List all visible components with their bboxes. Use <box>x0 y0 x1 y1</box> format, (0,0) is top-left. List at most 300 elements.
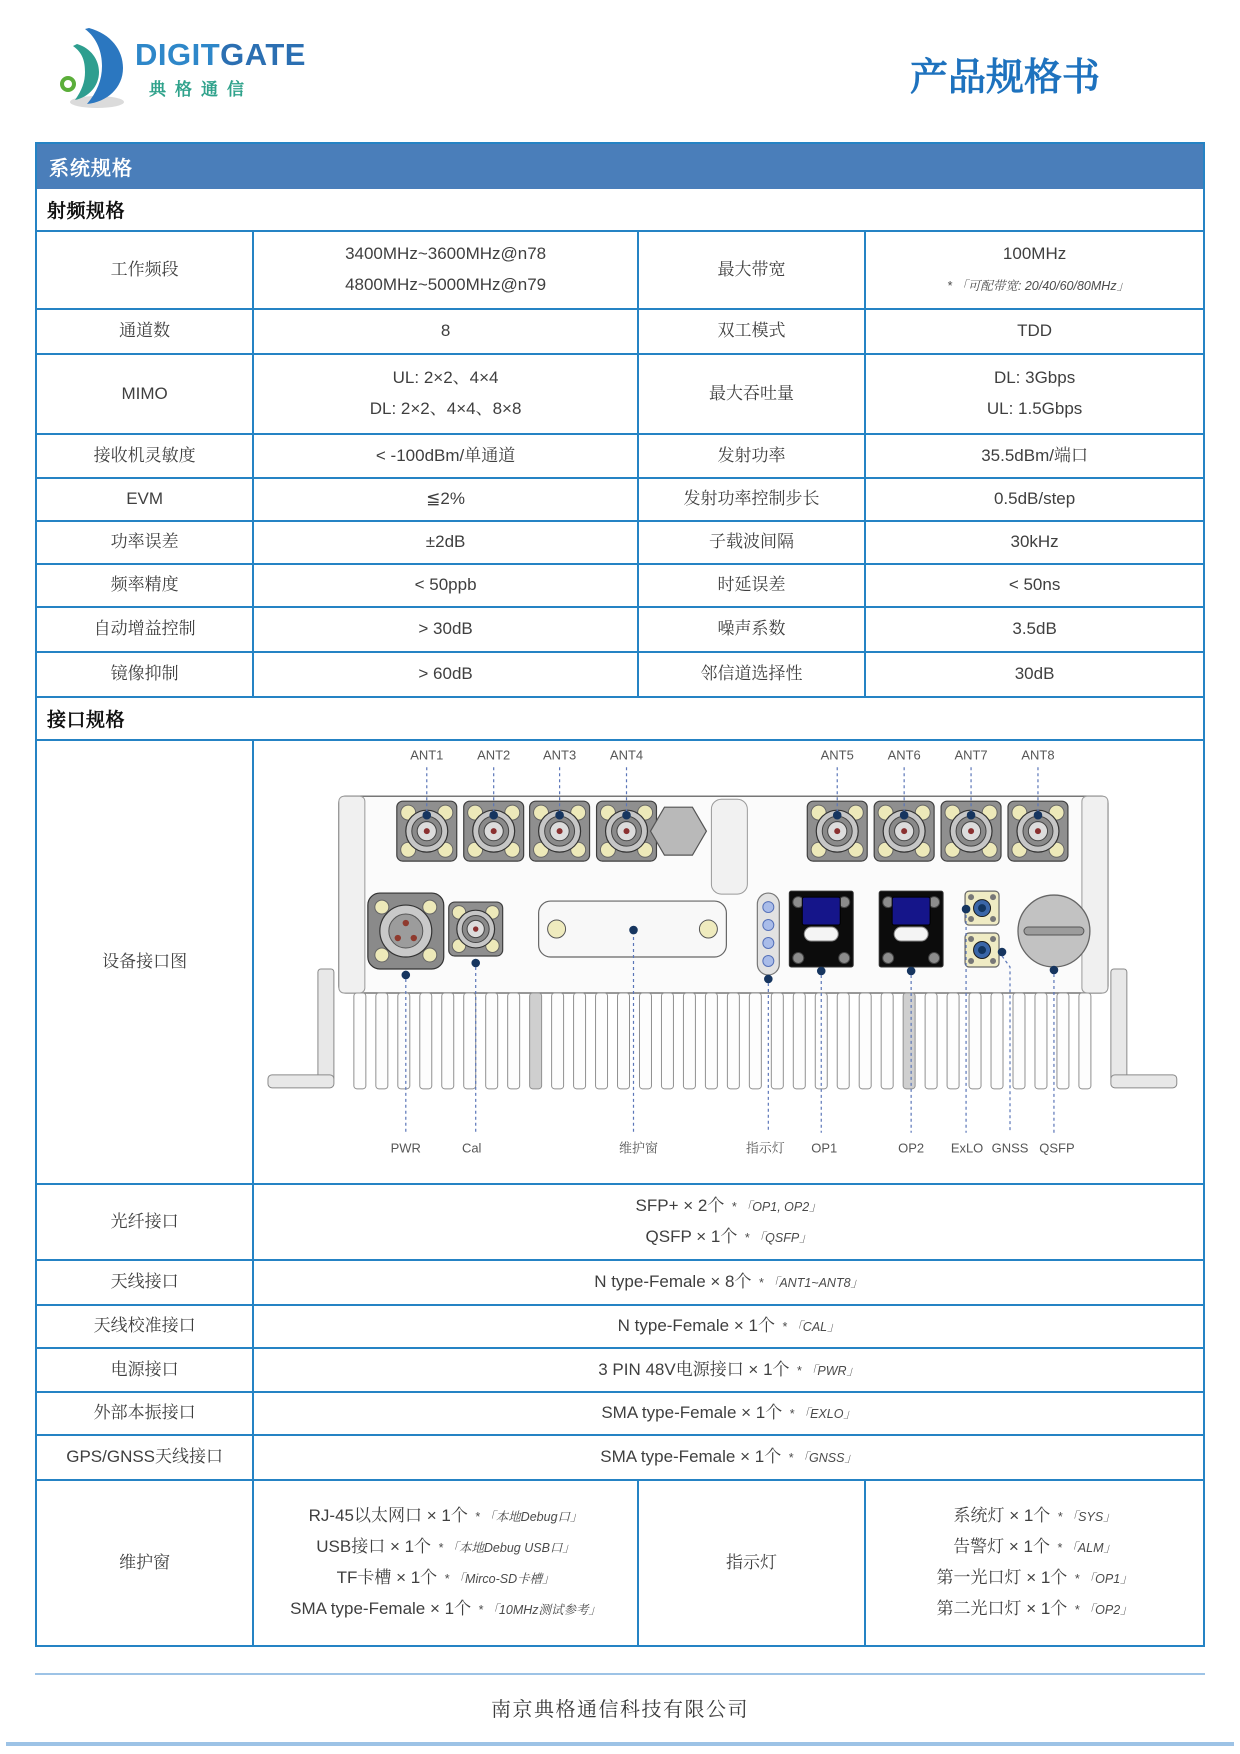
spec-line <box>994 484 1075 515</box>
spec-line <box>66 1442 223 1473</box>
spec-text: 发射功率 <box>717 445 786 465</box>
spec-label-cell <box>37 520 252 563</box>
ant-label: ANT1 <box>410 747 444 763</box>
spec-line <box>337 1563 555 1594</box>
spec-value-cell <box>252 1479 637 1645</box>
screw <box>548 920 566 938</box>
sma-gnss-pin <box>978 946 986 954</box>
device-diagram-cell <box>252 739 1203 1183</box>
table-row <box>37 433 1203 477</box>
spec-label-cell <box>37 563 252 606</box>
spec-text: MIMO <box>121 383 168 403</box>
spec-label-cell <box>637 308 864 353</box>
digitgate-logo <box>55 26 306 117</box>
spec-note: * 「OP1」 <box>1074 1572 1133 1586</box>
screw <box>968 936 974 942</box>
doc-title: 产品规格书 <box>909 57 1100 99</box>
spec-line <box>111 255 179 286</box>
port-label: 维护窗 <box>619 1140 659 1156</box>
spec-value-cell <box>252 1391 1203 1434</box>
spec-text: < 50ns <box>1008 575 1061 595</box>
spec-line <box>1012 614 1056 645</box>
mount-bracket-left <box>318 969 334 1081</box>
spec-text: 3 PIN 48V电源接口 × 1个 <box>598 1359 790 1379</box>
spec-value-cell <box>864 230 1203 308</box>
spec-text: 0.5dB/step <box>993 489 1076 509</box>
spec-label-cell <box>37 651 252 696</box>
spec-value-cell <box>252 1347 1203 1391</box>
spec-note: * 「CAL」 <box>781 1320 840 1335</box>
spec-label-cell <box>637 520 864 563</box>
spec-line <box>418 614 472 645</box>
leader-dot <box>962 905 971 914</box>
spec-line <box>1010 527 1058 558</box>
spec-text: USB接口 × 1个 <box>316 1537 432 1557</box>
leader-dot <box>764 975 773 984</box>
spec-label-cell <box>37 1183 252 1259</box>
device-interface-diagram <box>254 741 1203 1178</box>
sfp-cage-op1-module <box>803 897 841 925</box>
spec-text: QSFP × 1个 <box>645 1227 738 1246</box>
heatsink-fin <box>640 993 652 1089</box>
spec-line <box>981 441 1088 472</box>
heatsink-fin <box>662 993 674 1089</box>
leader-dot <box>423 811 432 820</box>
leader-dot <box>490 811 499 820</box>
spec-text: 发射功率控制步长 <box>683 489 820 509</box>
spec-line <box>370 394 522 425</box>
ant-connector-1-pin <box>424 828 430 834</box>
spec-line <box>701 659 803 690</box>
screw <box>883 953 894 964</box>
spec-value-cell <box>864 353 1203 433</box>
spec-line <box>940 270 1129 301</box>
table-row <box>37 1391 1203 1434</box>
screw <box>968 894 974 900</box>
led-dot <box>763 920 774 931</box>
logo-name <box>135 38 306 72</box>
screw <box>990 916 996 922</box>
screw <box>968 916 974 922</box>
spec-line <box>376 441 515 472</box>
ant-connector-8-pin <box>1035 828 1041 834</box>
spec-label-cell <box>637 433 864 477</box>
spec-label-cell <box>37 230 252 308</box>
heatsink-fin <box>728 993 740 1089</box>
spec-value-cell <box>252 563 637 606</box>
interface-subsection-header: 接口规格 <box>37 696 1203 739</box>
spec-text: N type-Female × 1个 <box>617 1316 775 1336</box>
spec-note: * 「GNSS」 <box>788 1451 857 1466</box>
spec-line <box>1015 659 1055 690</box>
spec-text: < -100dBm/单通道 <box>375 445 516 465</box>
spec-line <box>718 614 786 645</box>
spec-value-cell <box>864 1479 1203 1645</box>
port-label: GNSS <box>991 1140 1029 1156</box>
spec-label-cell <box>37 1304 252 1347</box>
spec-line <box>111 1267 179 1298</box>
bottom-rule <box>6 1742 1234 1746</box>
heatsink-fin <box>574 993 586 1089</box>
spec-text: 维护窗 <box>119 1552 171 1572</box>
spec-text: 告警灯 × 1个 <box>953 1537 1050 1557</box>
spec-line <box>111 659 179 690</box>
spec-line <box>598 1355 859 1386</box>
spec-text: 镜像抑制 <box>110 664 179 684</box>
spec-note: * 「本地Debug USB口」 <box>438 1541 575 1556</box>
spec-note: * 「SYS」 <box>1057 1510 1116 1525</box>
ant-connector-2-pin <box>491 828 497 834</box>
spec-text: 3400MHz~3600MHz@n78 <box>345 244 547 264</box>
spec-text: 30dB <box>1014 664 1055 684</box>
spec-line <box>684 484 820 515</box>
heatsink-fin <box>1057 993 1069 1089</box>
spec-line <box>618 1311 840 1342</box>
spec-line <box>594 1267 863 1298</box>
spec-text: UL: 1.5Gbps <box>986 399 1083 418</box>
spec-label-cell <box>37 433 252 477</box>
spec-text: > 30dB <box>418 619 473 639</box>
port-label: OP1 <box>811 1140 838 1156</box>
spec-line <box>345 270 546 301</box>
heatsink-fin <box>837 993 849 1089</box>
screw <box>700 920 718 938</box>
spec-note: * 「Mirco-SD卡槽」 <box>444 1572 555 1586</box>
body-groove <box>712 799 748 894</box>
screw <box>990 958 996 964</box>
spec-note: * 「OP1, OP2」 <box>731 1200 822 1215</box>
heatsink-fin <box>969 993 981 1089</box>
spec-line <box>994 363 1075 394</box>
heatsink-fin <box>881 993 893 1089</box>
spec-text: DL: 3Gbps <box>993 368 1076 388</box>
spec-note: * 「ALM」 <box>1056 1541 1117 1556</box>
heatsink-fin <box>684 993 696 1089</box>
ant-label: ANT3 <box>543 747 577 763</box>
device-endcap-left <box>339 796 365 993</box>
heatsink-fin <box>903 993 915 1089</box>
spec-label-cell <box>637 563 864 606</box>
spec-label-cell <box>37 353 252 433</box>
spec-text: 子载波间隔 <box>709 532 795 552</box>
ant-connector-5-pin <box>834 828 840 834</box>
pwr-pin <box>395 935 401 941</box>
spec-text: 邻信道选择性 <box>700 664 803 684</box>
rf-rows <box>37 230 1203 696</box>
cal-connector-pin <box>473 926 478 931</box>
leader-dot <box>900 811 909 820</box>
spec-label-cell <box>637 651 864 696</box>
logo-text <box>135 26 306 100</box>
leader-dot <box>622 811 631 820</box>
heatsink-fin <box>706 993 718 1089</box>
section-header: 系统规格 <box>37 144 1203 189</box>
ant-connector-6-pin <box>901 828 907 834</box>
spec-label-cell <box>37 477 252 520</box>
spec-line <box>119 316 170 347</box>
spec-line <box>601 1398 856 1429</box>
ant-label: ANT8 <box>1021 747 1055 763</box>
spec-note: * 「EXLO」 <box>789 1407 856 1422</box>
spec-line <box>111 570 179 601</box>
table-row <box>37 353 1203 433</box>
spec-text: ±2dB <box>425 532 466 552</box>
leader-dot <box>629 926 638 935</box>
company-name: 南京典格通信科技有限公司 <box>491 1699 749 1721</box>
spec-note: * 「本地Debug口」 <box>474 1510 583 1525</box>
spec-line <box>418 659 472 690</box>
spec-line <box>94 614 196 645</box>
spec-text: RJ-45以太网口 × 1个 <box>308 1506 468 1526</box>
spec-value-cell <box>252 1259 1203 1304</box>
leader-dot <box>402 971 411 980</box>
spec-text: 外部本振接口 <box>93 1403 196 1423</box>
heatsink-fin <box>354 993 366 1089</box>
spec-line <box>121 379 167 410</box>
diagram-row-label: 设备接口图 <box>37 739 252 1183</box>
spec-note: * 「PWR」 <box>796 1363 860 1378</box>
spec-value-cell <box>252 651 637 696</box>
spec-line <box>987 394 1082 425</box>
heatsink-fin <box>420 993 432 1089</box>
spec-line <box>119 1548 170 1579</box>
sfp-cage-op1-latch <box>805 927 839 941</box>
spec-line <box>1017 316 1052 347</box>
heatsink-fin <box>442 993 454 1089</box>
led-dot <box>763 938 774 949</box>
logo-name-part2: GATE <box>220 37 306 72</box>
spec-text: 双工模式 <box>717 321 786 341</box>
spec-text: 最大吞吐量 <box>709 383 795 403</box>
table-row <box>37 1347 1203 1391</box>
table-row <box>37 308 1203 353</box>
heatsink-fin <box>750 993 762 1089</box>
spec-text: 系统灯 × 1个 <box>953 1506 1051 1526</box>
spec-line <box>94 1311 196 1342</box>
screw <box>423 900 437 914</box>
spec-note: * 「OP2」 <box>1074 1602 1133 1617</box>
heatsink-fin <box>552 993 564 1089</box>
spec-line <box>316 1532 575 1563</box>
rf-subsection-header: 射频规格 <box>47 201 126 222</box>
spec-text: 35.5dBm/端口 <box>981 445 1088 465</box>
ant-connector-3-pin <box>557 828 563 834</box>
spec-text: TDD <box>1017 321 1053 341</box>
spec-line <box>953 1532 1116 1563</box>
spec-label-cell <box>637 353 864 433</box>
spec-text: 第二光口灯 × 1个 <box>936 1598 1068 1618</box>
spec-note: * 「QSFP」 <box>744 1231 812 1245</box>
spec-text: ≦2% <box>426 489 465 509</box>
spec-text: 电源接口 <box>110 1359 179 1379</box>
spec-value-cell <box>864 563 1203 606</box>
qsfp-slot <box>1024 927 1084 935</box>
spec-text: SMA type-Female × 1个 <box>290 1598 472 1618</box>
screw <box>375 948 389 962</box>
screw <box>375 900 389 914</box>
leader-dot <box>998 948 1007 957</box>
footer <box>35 1673 1205 1722</box>
spec-line <box>709 527 794 558</box>
heatsink-fin <box>508 993 520 1089</box>
interface-rows <box>37 1183 1203 1645</box>
spec-line <box>646 1222 812 1253</box>
heatsink-fin <box>398 993 410 1089</box>
spec-value-cell <box>252 1183 1203 1259</box>
screw <box>793 953 804 964</box>
spec-text: 工作频段 <box>110 259 179 279</box>
spec-text: < 50ppb <box>414 575 477 595</box>
spec-line <box>718 255 786 286</box>
spec-line <box>126 484 163 515</box>
spec-label-cell <box>37 308 252 353</box>
port-label: 指示灯 <box>746 1140 786 1156</box>
spec-text: EVM <box>126 489 164 509</box>
spec-line <box>718 441 786 472</box>
screw <box>423 948 437 962</box>
spec-value-cell <box>252 520 637 563</box>
spec-value-cell <box>252 308 637 353</box>
heatsink-fin <box>859 993 871 1089</box>
leader-dot <box>817 967 826 976</box>
spec-value-cell <box>864 477 1203 520</box>
ant-connector-7-pin <box>968 828 974 834</box>
spec-text: GPS/GNSS天线接口 <box>66 1447 224 1467</box>
spec-line <box>111 1207 179 1238</box>
spec-line <box>415 570 477 601</box>
spec-line <box>290 1594 601 1625</box>
spec-text: 天线校准接口 <box>93 1316 196 1336</box>
spec-text: 通道数 <box>119 321 171 341</box>
leader-dot <box>472 959 481 968</box>
heatsink-fin <box>464 993 476 1089</box>
masthead <box>0 0 1240 112</box>
heatsink-fin <box>486 993 498 1089</box>
table-row <box>37 520 1203 563</box>
sma-exlo-pin <box>978 904 986 912</box>
spec-line <box>600 1442 857 1473</box>
table-row <box>37 477 1203 520</box>
spec-text: 光纤接口 <box>110 1211 179 1231</box>
spec-label-cell <box>37 1479 252 1645</box>
pwr-barrel <box>389 914 423 948</box>
diagram-row <box>37 739 1203 1183</box>
spec-label-cell <box>37 1347 252 1391</box>
port-label: PWR <box>390 1140 422 1156</box>
heatsink-fin <box>1035 993 1047 1089</box>
spec-text: 100MHz <box>1002 244 1067 264</box>
spec-line <box>426 527 466 558</box>
spec-value-cell <box>252 606 637 651</box>
heatsink-fin <box>596 993 608 1089</box>
screw <box>839 953 850 964</box>
leader-dot <box>967 811 976 820</box>
spec-text: 最大带宽 <box>717 259 786 279</box>
ant-label: ANT7 <box>954 747 988 763</box>
spec-text: TF卡槽 × 1个 <box>336 1568 438 1587</box>
spec-text: SFP+ × 2个 <box>635 1196 725 1216</box>
logo-name-part1: DIGIT <box>135 37 221 72</box>
sfp-cage-op2-module <box>892 897 930 925</box>
spec-line <box>1009 570 1061 601</box>
spec-value-cell <box>252 433 637 477</box>
spec-value-cell <box>864 433 1203 477</box>
spec-line <box>718 316 786 347</box>
table-row <box>37 230 1203 308</box>
spec-line <box>936 1563 1132 1594</box>
spec-line <box>94 441 196 472</box>
spec-value-cell <box>864 308 1203 353</box>
mount-bracket-right-foot <box>1111 1075 1177 1088</box>
screw <box>929 953 940 964</box>
heatsink-fin <box>772 993 784 1089</box>
port-label: Cal <box>462 1140 482 1156</box>
led-dot <box>763 902 774 913</box>
table-row <box>37 606 1203 651</box>
heatsink-fin <box>618 993 630 1089</box>
leader-dot <box>556 811 565 820</box>
leader-dot <box>1034 811 1043 820</box>
spec-value-cell <box>252 353 637 433</box>
spec-text: SMA type-Female × 1个 <box>600 1447 782 1467</box>
leader-dot <box>907 967 916 976</box>
screw <box>968 958 974 964</box>
table-row <box>37 1259 1203 1304</box>
spec-text: 自动增益控制 <box>93 619 196 639</box>
spec-label-cell <box>637 230 864 308</box>
spec-text: DL: 2×2、4×4、8×8 <box>369 399 522 418</box>
ant-label: ANT5 <box>820 747 855 763</box>
heatsink-fin <box>925 993 937 1089</box>
pwr-pin <box>403 920 409 926</box>
spec-text: 8 <box>440 321 451 341</box>
spec-value-cell <box>864 651 1203 696</box>
mount-bracket-right <box>1111 969 1127 1081</box>
spec-table <box>35 142 1205 1647</box>
table-row <box>37 563 1203 606</box>
sfp-cage-op2-latch <box>894 927 928 941</box>
spec-label-cell <box>37 606 252 651</box>
spec-note: * 「10MHz测试参考」 <box>478 1602 602 1617</box>
ant-label: ANT6 <box>887 747 921 763</box>
spec-line <box>953 1501 1115 1532</box>
spec-label-cell <box>637 606 864 651</box>
spec-text: 频率精度 <box>110 575 179 595</box>
spec-value-cell <box>252 1304 1203 1347</box>
spec-label-cell <box>637 477 864 520</box>
ant-label: ANT4 <box>610 747 644 763</box>
spec-line <box>936 1594 1132 1625</box>
spec-text: 指示灯 <box>726 1552 778 1572</box>
heatsink-fin <box>947 993 959 1089</box>
heatsink-fin <box>1013 993 1025 1089</box>
spec-note: * 「可配带宽: 20/40/60/80MHz」 <box>947 279 1130 293</box>
spec-text: UL: 2×2、4×4 <box>392 368 499 388</box>
logo-subtitle: 典格通信 <box>149 80 253 100</box>
led-dot <box>763 956 774 967</box>
leader-dot <box>1050 966 1059 975</box>
spec-text: 功率误差 <box>110 532 179 552</box>
screw <box>990 894 996 900</box>
spec-line <box>345 239 546 270</box>
spec-line <box>726 1548 777 1579</box>
spec-line <box>94 1398 196 1429</box>
heatsink-fin <box>1079 993 1091 1089</box>
spec-value-cell <box>252 477 637 520</box>
spec-text: SMA type-Female × 1个 <box>601 1403 783 1423</box>
heatsink-fin <box>530 993 542 1089</box>
spec-label-cell <box>637 1479 864 1645</box>
